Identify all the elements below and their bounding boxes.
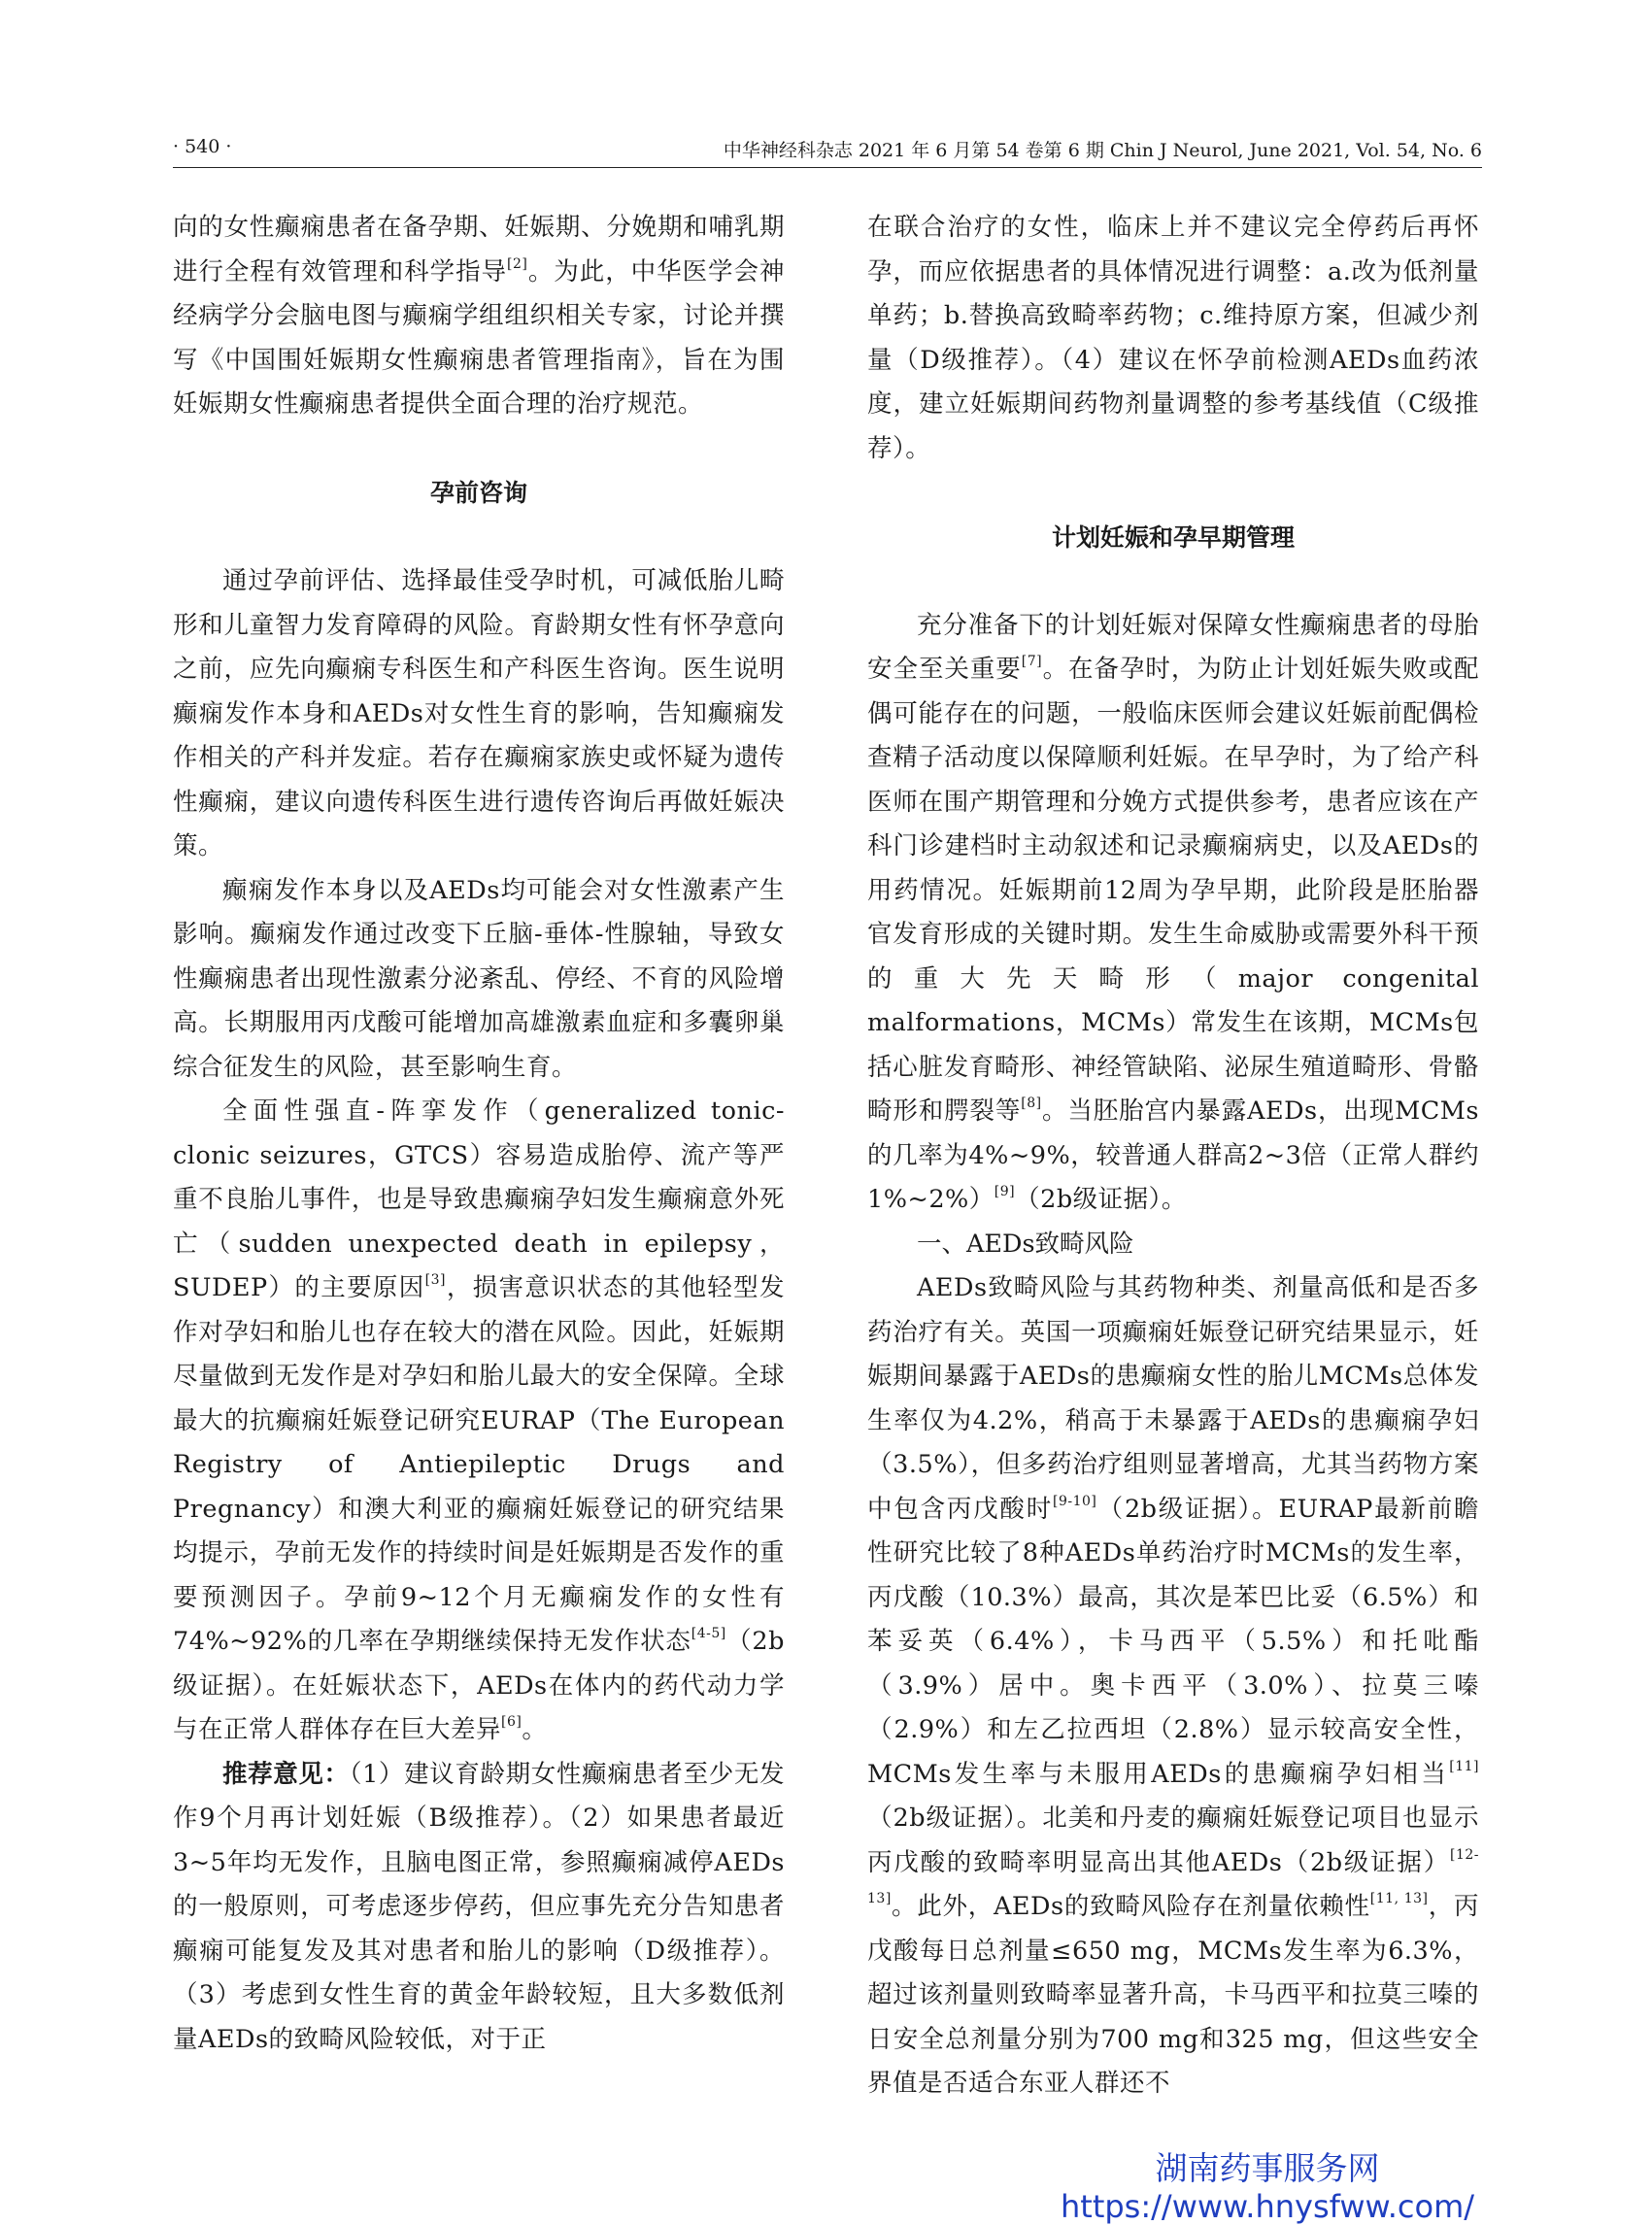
citation-ref: [7]: [1021, 654, 1043, 669]
citation-ref: [3]: [424, 1272, 446, 1288]
intro-continuation: 向的女性癫痫患者在备孕期、妊娠期、分娩期和哺乳期进行全程有效管理和科学指导[2]。为此，中华医学会神经病学分会脑电图与癫痫学组组织相关专家，讨论并撰写《中国围妊娠期女性癫痫患者管理指南》，旨在为围妊娠期女性癫痫患者提供全面合理的治疗规范。: [173, 213, 785, 419]
right-column: [867, 206, 1479, 2107]
paragraph-teratogenic-risk: AEDs致畸风险与其药物种类、剂量高低和是否多药治疗有关。英国一项癫痫妊娠登记研究结果显示，妊娠期间暴露于AEDs的患癫痫女性的胎儿MCMs总体发生率仅为4.2%，稍高于未暴露于AEDs的患癫痫孕妇（3.5%），但多药治疗组则显著增高，尤其当药物方案中包含丙戊酸时[9-10]（2b级证据）。EURAP最新前瞻性研究比较了8种AEDs单药治疗时MCMs的发生率，丙戊酸（10.3%）最高，其次是苯巴比妥（6.5%）和苯妥英（6.4%），卡马西平（5.5%）和托吡酯（3.9%）居中。奥卡西平（3.0%）、拉莫三嗪（2.9%）和左乙拉西坦（2.8%）显示较高安全性，MCMs发生率与未服用AEDs的患癫痫孕妇相当[11]（2b级证据）。北美和丹麦的癫痫妊娠登记项目也显示丙戊酸的致畸率明显高出其他AEDs（2b级证据）[12-13]。此外，AEDs的致畸风险存在剂量依赖性[11, 13]，丙戊酸每日总剂量≤650 mg，MCMs发生率为6.3%，超过该剂量则致畸率显著升高，卡马西平和拉莫三嗪的日安全总剂量分别为700 mg和325 mg，但这些安全界值是否适合东亚人群还不: [867, 1273, 1479, 2098]
watermark-url[interactable]: https://www.hnysfww.com/: [1060, 2188, 1475, 2225]
citation-ref: [11, 13]: [1369, 1891, 1429, 1906]
paragraph-recommendations: 推荐意见：（1）建议育龄期女性癫痫患者至少无发作9个月再计划妊娠（B级推荐）。（2）如果患者最近3~5年均无发作，且脑电图正常，参照癫痫减停AEDs的一般原则，可考虑逐步停药，但应事先充分告知患者癫痫可能复发及其对患者和胎儿的影响（D级推荐）。（3）考虑到女性生育的黄金年龄较短，且大多数低剂量AEDs的致畸风险较低，对于正: [173, 1759, 785, 2054]
journal-citation: 中华神经科杂志 2021 年 6 月第 54 卷第 6 期 Chin J Neurol, June 2021, Vol. 54, No. 6: [723, 140, 1482, 161]
page-number: · 540 ·: [173, 136, 232, 157]
paragraph-hormone-effects: 癫痫发作本身以及AEDs均可能会对女性激素产生影响。癫痫发作通过改变下丘脑-垂体-性腺轴，导致女性癫痫患者出现性激素分泌紊乱、停经、不育的风险增高。长期服用丙戊酸可能增加高雄激素血症和多囊卵巢综合征发生的风险，甚至影响生育。: [173, 875, 785, 1082]
citation-ref: [12-13]: [867, 1846, 1479, 1906]
watermark-site-name: 湖南药事服务网: [1155, 2149, 1380, 2187]
recommendation-label: 推荐意见：: [222, 1759, 350, 1789]
paragraph-preconception-assessment: 通过孕前评估、选择最佳受孕时机，可减低胎儿畸形和儿童智力发育障碍的风险。育龄期女性有怀孕意向之前，应先向癫痫专科医生和产科医生咨询。医生说明癫痫发作本身和AEDs对女性生育的影响，告知癫痫发作相关的产科并发症。若存在癫痫家族史或怀疑为遗传性癫痫，建议向遗传科医生进行遗传咨询后再做妊娠决策。: [173, 566, 785, 860]
site-watermark: [1054, 2149, 1481, 2225]
paragraph-gtcs-risk: 全面性强直-阵挛发作（generalized tonic-clonic seizures，GTCS）容易造成胎停、流产等严重不良胎儿事件，也是导致患癫痫孕妇发生癫痫意外死亡（sudden unexpected death in epilepsy，SUDEP）的主要原因[3]，损害意识状态的其他轻型发作对孕妇和胎儿也存在较大的潜在风险。因此，妊娠期尽量做到无发作是对孕妇和胎儿最大的安全保障。全球最大的抗癫痫妊娠登记研究EURAP（The European Registry of Antiepileptic Drugs and Pregnancy）和澳大利亚的癫痫妊娠登记的研究结果均提示，孕前无发作的持续时间是妊娠期是否发作的重要预测因子。孕前9~12个月无癫痫发作的女性有74%~92%的几率在孕期继续保持无发作状态[4-5]（2b级证据）。在妊娠状态下，AEDs在体内的药代动力学与在正常人群体存在巨大差异[6]。: [173, 1096, 785, 1744]
citation-ref: [2]: [507, 255, 528, 272]
paragraph-planned-pregnancy: 充分准备下的计划妊娠对保障女性癫痫患者的母胎安全至关重要[7]。在备孕时，为防止计划妊娠失败或配偶可能存在的问题，一般临床医师会建议妊娠前配偶检查精子活动度以保障顺利妊娠。在早孕时，为了给产科医师在围产期管理和分娩方式提供参考，患者应该在产科门诊建档时主动叙述和记录癫痫病史，以及AEDs的用药情况。妊娠期前12周为孕早期，此阶段是胚胎器官发育形成的关键时期。发生生命威胁或需要外科干预的重大先天畸形（major congenital malformations，MCMs）常发生在该期，MCMs包括心脏发育畸形、神经管缺陷、泌尿生殖道畸形、骨骼畸形和腭裂等[8]。当胚胎宫内暴露AEDs，出现MCMs的几率为4%~9%，较普通人群高2~3倍（正常人群约1%~2%）[9]（2b级证据）。: [867, 610, 1479, 1214]
section-heading-preconception: 孕前咨询: [429, 479, 527, 507]
citation-ref: [9]: [994, 1184, 1016, 1199]
section-heading-planned-pregnancy: 计划妊娠和孕早期管理: [1051, 523, 1295, 552]
citation-ref: [9-10]: [1053, 1493, 1097, 1509]
citation-ref: [11]: [1449, 1758, 1479, 1774]
recommendation-continuation: 在联合治疗的女性，临床上并不建议完全停药后再怀孕，而应依据患者的具体情况进行调整：a.改为低剂量单药；b.替换高致畸率药物；c.维持原方案，但减少剂量（D级推荐）。（4）建议在怀孕前检测AEDs血药浓度，建立妊娠期间药物剂量调整的参考基线值（C级推荐）。: [867, 213, 1479, 463]
citation-ref: [4-5]: [691, 1626, 726, 1641]
subsection-heading-teratogenic-risk: 一、AEDs致畸风险: [917, 1229, 1134, 1259]
citation-ref: [6]: [501, 1714, 523, 1730]
running-header: [173, 134, 1482, 168]
left-column: [173, 206, 785, 2062]
citation-ref: [8]: [1021, 1096, 1042, 1111]
